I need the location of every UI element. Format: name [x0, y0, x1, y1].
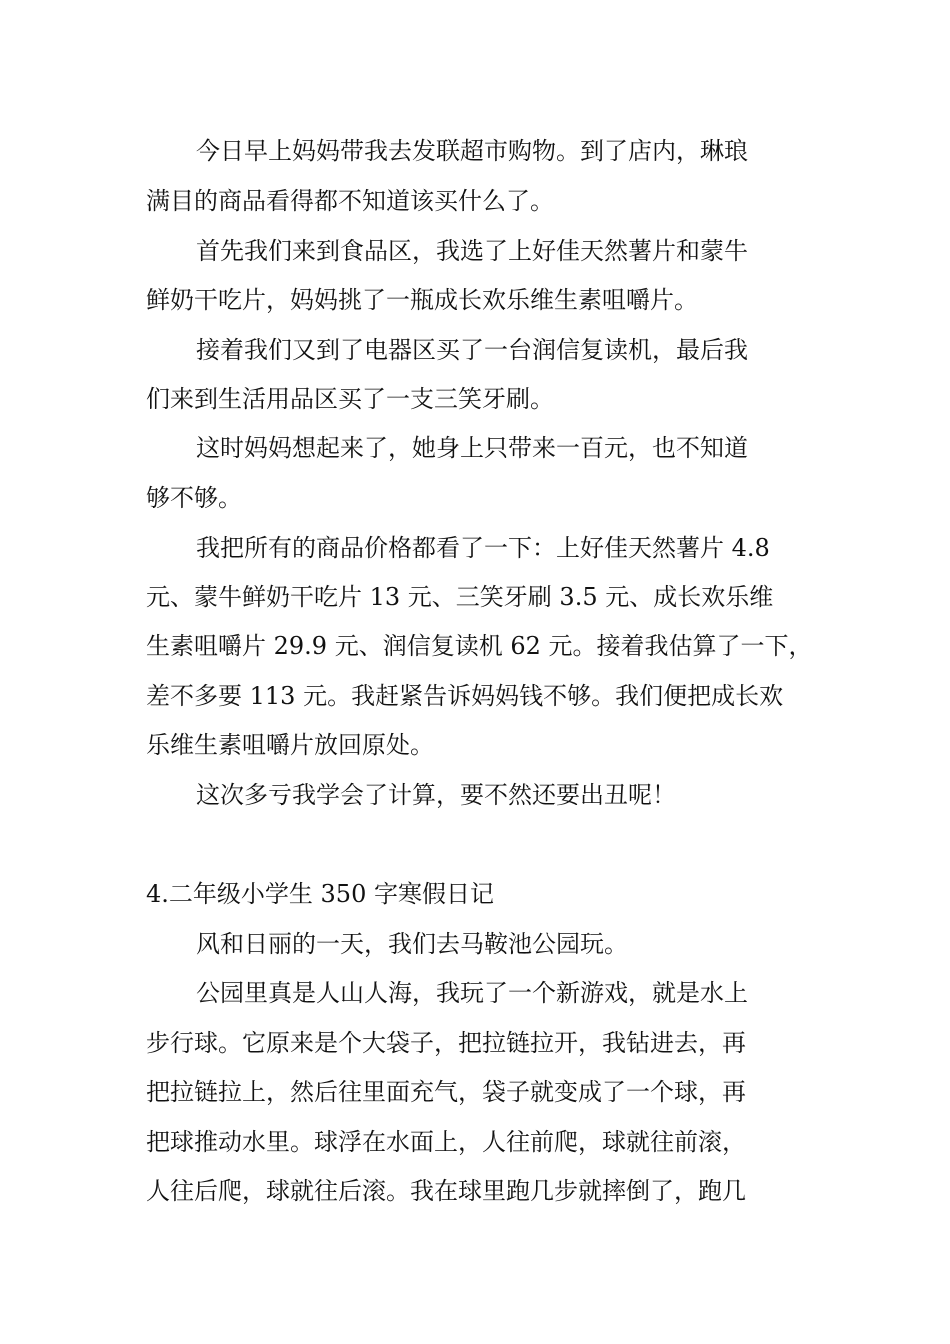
paragraph-line: 人往后爬，球就往后滚。我在球里跑几步就摔倒了，跑几 — [146, 1177, 746, 1205]
paragraph-line: 够不够。 — [146, 484, 242, 512]
paragraph-line: 接着我们又到了电器区买了一台润信复读机，最后我 — [196, 336, 748, 364]
section-heading: 4.二年级小学生 350 字寒假日记 — [146, 880, 494, 908]
paragraph-line: 今日早上妈妈带我去发联超市购物。到了店内，琳琅 — [196, 137, 748, 165]
paragraph-line: 风和日丽的一天，我们去马鞍池公园玩。 — [196, 930, 628, 958]
paragraph-line: 元、蒙牛鲜奶干吃片 13 元、三笑牙刷 3.5 元、成长欢乐维 — [146, 583, 774, 611]
paragraph-line: 鲜奶干吃片，妈妈挑了一瓶成长欢乐维生素咀嚼片。 — [146, 286, 698, 314]
paragraph-line: 这次多亏我学会了计算，要不然还要出丑呢！ — [196, 781, 676, 809]
paragraph-line: 乐维生素咀嚼片放回原处。 — [146, 731, 434, 759]
paragraph-line: 我把所有的商品价格都看了一下：上好佳天然薯片 4.8 — [196, 534, 770, 562]
paragraph-line: 生素咀嚼片 29.9 元、润信复读机 62 元。接着我估算了一下， — [146, 632, 813, 660]
paragraph-line: 步行球。它原来是个大袋子，把拉链拉开，我钻进去，再 — [146, 1029, 746, 1057]
paragraph-line: 们来到生活用品区买了一支三笑牙刷。 — [146, 385, 554, 413]
paragraph-line: 满目的商品看得都不知道该买什么了。 — [146, 187, 554, 215]
paragraph-line: 首先我们来到食品区，我选了上好佳天然薯片和蒙牛 — [196, 237, 748, 265]
paragraph-line: 把球推动水里。球浮在水面上，人往前爬，球就往前滚， — [146, 1128, 746, 1156]
paragraph-line: 公园里真是人山人海，我玩了一个新游戏，就是水上 — [196, 979, 748, 1007]
paragraph-line: 这时妈妈想起来了，她身上只带来一百元，也不知道 — [196, 434, 748, 462]
paragraph-line: 把拉链拉上，然后往里面充气，袋子就变成了一个球，再 — [146, 1078, 746, 1106]
paragraph-line: 差不多要 113 元。我赶紧告诉妈妈钱不够。我们便把成长欢 — [146, 682, 784, 710]
